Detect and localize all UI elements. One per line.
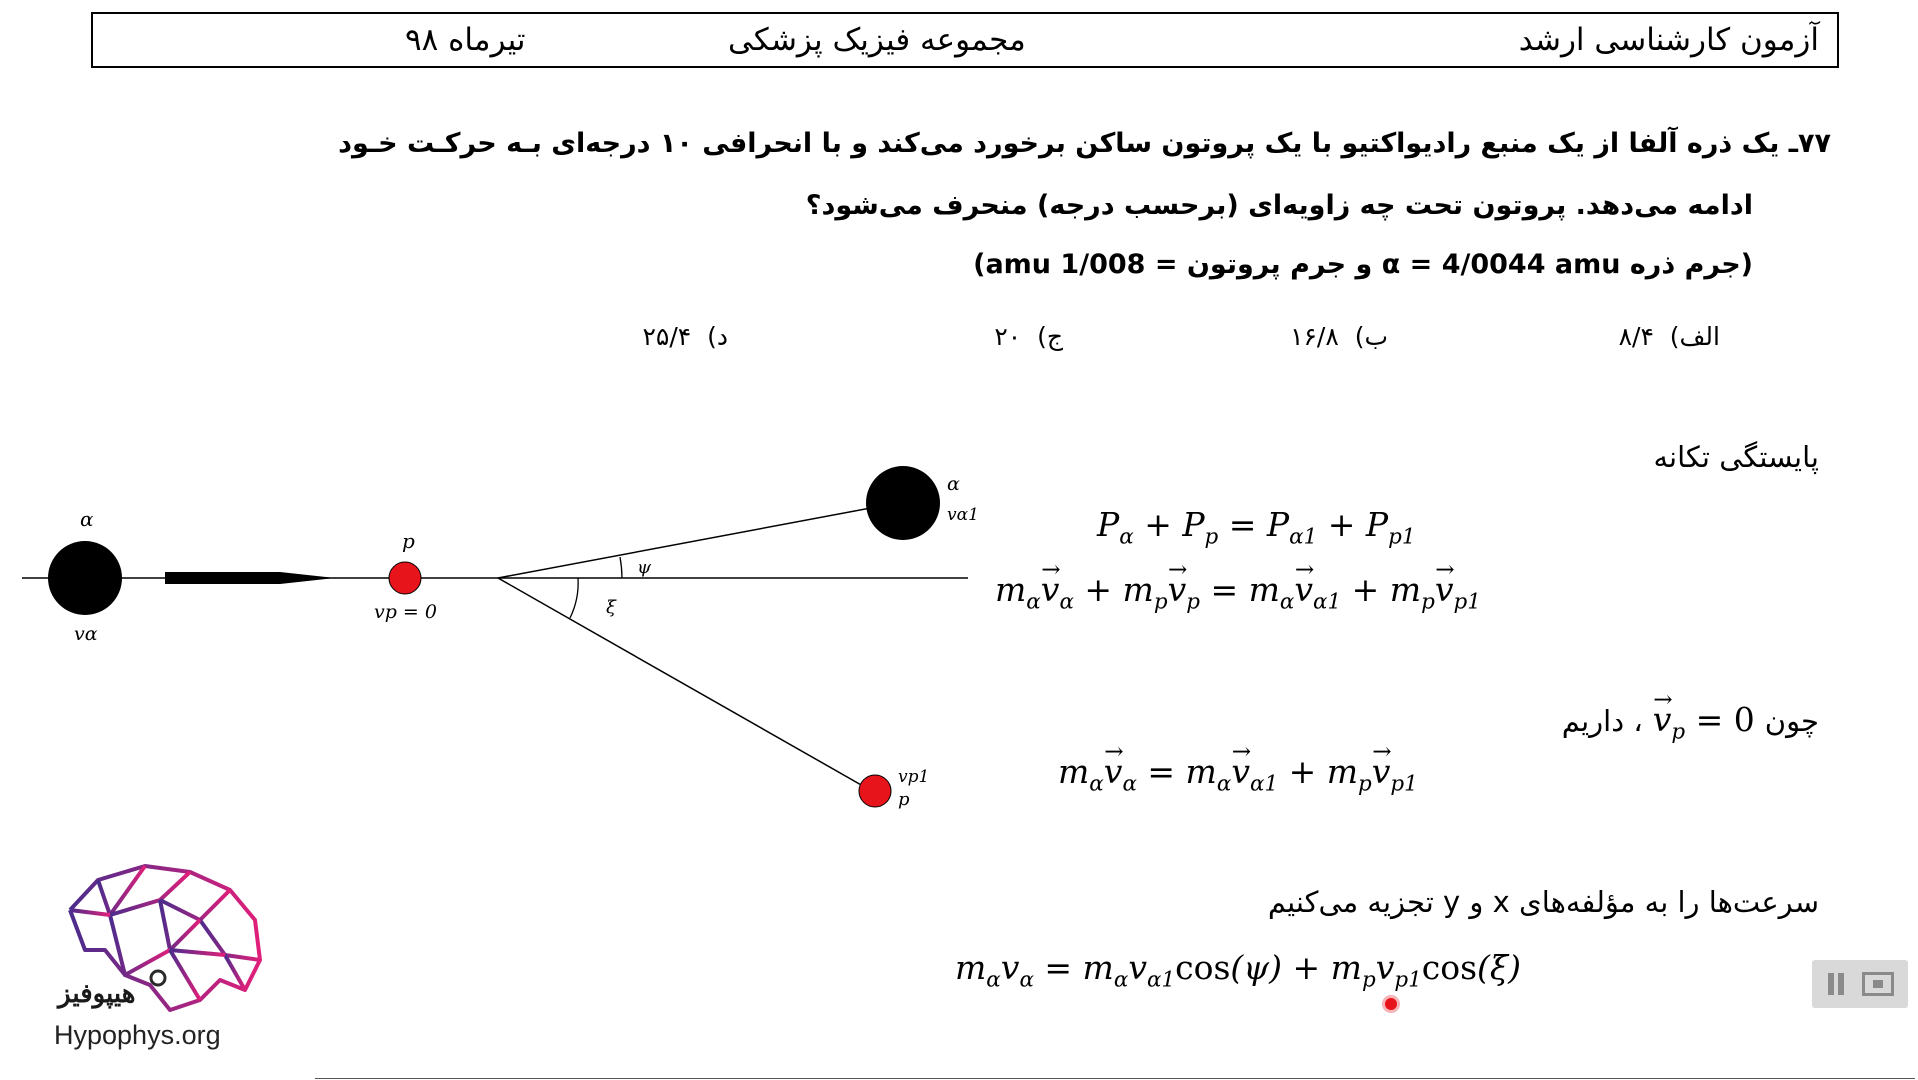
choice-a-label: الف) [1669, 322, 1720, 351]
choice-d [642, 322, 728, 351]
screen-icon[interactable] [1862, 972, 1894, 996]
collision-diagram [0, 440, 1000, 820]
bottom-divider [315, 1078, 1915, 1079]
hypophys-logo [50, 860, 270, 1060]
reduced-momentum-equation: $m_\alpha\to v_\alpha = m_\alpha\to v_{\alpha 1} + m_p\to v_{p1}$ [1058, 752, 1418, 797]
momentum-equation: $P_\alpha + P_p = P_{\alpha 1} + P_{p1}$ [1097, 505, 1416, 550]
psi-arc [620, 557, 622, 578]
choice-d-label: د) [707, 322, 728, 351]
choice-b-value: ۱۶/۸ [1290, 322, 1339, 351]
logo-name-fa: هیپوفیز [58, 978, 136, 1008]
header-exam-title: آزمون کارشناسی ارشد [1518, 22, 1819, 58]
psi-label: ψ [637, 557, 652, 578]
choice-a [1619, 322, 1720, 351]
header-subject: مجموعه فیزیک پزشکی [728, 22, 1026, 58]
choice-a-value: ۸/۴ [1618, 322, 1654, 351]
v-p-label: vp = 0 [374, 601, 437, 623]
alpha-path [498, 507, 876, 578]
we-have-text: ، داریم [1561, 704, 1643, 738]
alpha-label: α [80, 507, 94, 531]
alpha-out-label: α [947, 473, 960, 495]
proton-initial [389, 562, 421, 594]
xi-arc [570, 578, 578, 618]
choice-c-label: ج) [1037, 322, 1063, 351]
choice-c-value: ۲۰ [994, 322, 1022, 351]
proton-final [859, 775, 891, 807]
proton-path [498, 578, 870, 790]
since-text: چون [1764, 704, 1819, 738]
pause-icon[interactable] [1826, 973, 1846, 995]
momentum-heading: پایستگی تکانه [1653, 440, 1819, 474]
p-out-label: p [898, 789, 910, 810]
player-controls [1812, 960, 1908, 1008]
exam-header [91, 12, 1839, 68]
choice-d-value: ۲۵/۴ [642, 322, 692, 351]
x-component-equation: $m_\alpha v_\alpha = m_\alpha v_{\alpha 1}\cos(\psi) + m_pv_{p1}\cos(\xi)$ [955, 948, 1521, 993]
question-line-1: ۷۷ـ یک ذره آلفا از یک منبع رادیواکتیو با یک پروتون ساکن برخورد می‌کند و با انحرافی ۱۰ درجه‌ای بـه حرکـت خـود [338, 128, 1831, 159]
components-text: سرعت‌ها را به مؤلفه‌های x و y تجزیه می‌کنیم [1267, 885, 1819, 919]
choice-b [1290, 322, 1388, 351]
xi-label: ξ [606, 597, 616, 618]
momentum-vector-equation: $m_\alpha\to v_\alpha + m_p\to v_p = m_\alpha\to v_{\alpha 1} + m_p\to v_{p1}$ [995, 570, 1481, 615]
since-line [1562, 700, 1819, 745]
alpha-particle-final [866, 466, 940, 540]
choice-c [994, 322, 1063, 351]
choice-b-label: ب) [1354, 322, 1388, 351]
header-date: تیرماه ۹۸ [405, 22, 526, 58]
proton-label: p [402, 529, 415, 553]
alpha-particle-initial [48, 541, 122, 615]
motion-arrow [165, 572, 335, 584]
v-alpha1-label: vα1 [947, 505, 979, 525]
pointer-cursor [1382, 995, 1400, 1013]
question-line-2: ادامه می‌دهد. پروتون تحت چه زاویه‌ای (برحسب درجه) منحرف می‌شود؟ [805, 190, 1753, 221]
v-alpha-label: vα [74, 623, 98, 645]
logo-name-en: Hypophys.org [54, 1020, 221, 1050]
vp-zero-expression: → $v_p = 0$ [1653, 700, 1755, 745]
v-p1-label: vp1 [898, 767, 930, 787]
question-line-3: (جرم ذره α = 4/0044 amu و جرم پروتون = 1/008 amu) [973, 249, 1753, 280]
